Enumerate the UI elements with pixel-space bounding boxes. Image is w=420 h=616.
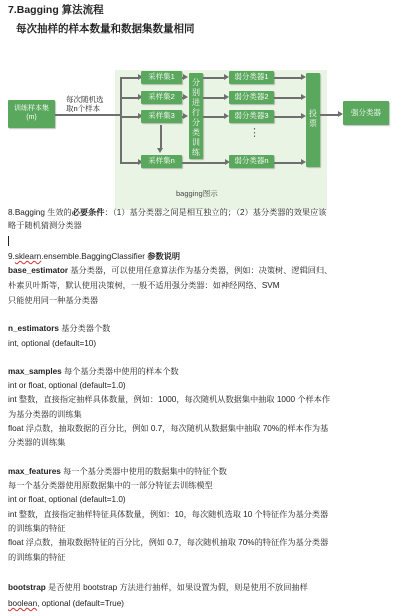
max-samples-float-1: float 浮点数，抽取数据的百分比，例如 0.7，每次随机从数据集中抽取 70%的样本作为基	[8, 424, 329, 433]
max-features-int-1: int 整数，直接指定抽样特征具体数量，例如：10，每次随机选取 10 个特征作为基分类器	[8, 510, 329, 519]
arrow	[274, 162, 302, 164]
param-desc: 基分类器，可以使用任意算法作为基分类器，例如：决策树、逻辑回归、	[68, 266, 333, 275]
section-8-line-2: 略于随机猜测分类器	[8, 221, 82, 230]
sampling-label-1: 每次随机选	[66, 95, 104, 104]
max-features-desc-2: 每一个基分类器使用原数据集中的一部分特征去训练模型	[8, 481, 213, 490]
param-desc: 每一个基分类器中使用的数据集中的特征个数	[60, 467, 227, 476]
section-9-title	[8, 251, 180, 262]
section-8-line-1	[8, 207, 326, 218]
train-separately-box: 分别进行分类训练	[189, 73, 203, 159]
base-estimator-desc-2: 朴素贝叶斯等，默认使用决策树，一般不适用强分类器：如神经网络、SVM	[8, 281, 280, 290]
arrow	[182, 116, 184, 118]
bootstrap-type	[8, 598, 124, 609]
s9-sklearn: sklearn	[14, 252, 42, 261]
weak-classifier-2: 弱分类器2	[229, 91, 274, 104]
section-7-title	[8, 4, 104, 17]
s8-text-c: ：（1）基分类器之间是相互独立的；（2）基分类器的效果应该	[104, 208, 327, 217]
s9-class: .ensemble.BaggingClassifier	[41, 252, 146, 261]
bootstrap-default: , optional (default=True)	[37, 599, 124, 608]
max-samples-int-1: int 整数，直接指定抽样具体数量，例如：1000，每次随机从数据集中抽取 1000 个样本作	[8, 395, 331, 404]
max-features-float-2: 的训练集的特征	[8, 553, 66, 562]
param-desc: 基分类器个数	[58, 324, 111, 333]
arrow	[120, 77, 139, 79]
arrow	[274, 77, 302, 79]
text-cursor	[8, 236, 9, 246]
title-prefix: 7.Bagging	[8, 4, 62, 16]
connector	[55, 114, 121, 116]
arrow	[203, 97, 225, 99]
diagram-caption: bagging图示	[176, 189, 218, 198]
sample-set-2: 采样集2	[141, 91, 182, 104]
arrow	[120, 97, 139, 99]
s8-text-bold: 必要条件	[71, 208, 105, 217]
sample-set-n: 采样集n	[141, 155, 182, 168]
max-samples-float-2: 分类器的训练集	[8, 438, 66, 447]
training-set-box: 训练样本集 (m)	[8, 100, 55, 128]
arrow	[120, 162, 139, 164]
param-desc: 每个基分类器中使用的样本个数	[61, 367, 179, 376]
arrow	[203, 77, 225, 79]
arrow	[120, 116, 139, 118]
param-name: max_features	[8, 467, 61, 476]
arrow	[182, 162, 226, 164]
weak-classifier-3: 弱分类器3	[229, 110, 274, 123]
max-features-type: int or float, optional (default=1.0)	[8, 495, 126, 504]
weak-classifier-n: 弱分类器n	[229, 155, 274, 168]
section-7-subtitle: 每次抽样的样本数量和数据集数量相同	[16, 23, 195, 35]
n-estimators-line	[8, 323, 110, 334]
s9-num: 9.	[8, 252, 15, 261]
arrow	[182, 77, 184, 79]
arrow	[274, 116, 302, 118]
sampling-label-2: 取n个样本	[66, 104, 101, 113]
weak-classifier-1: 弱分类器1	[229, 71, 274, 84]
strong-classifier-box: 强分类器	[343, 101, 389, 125]
arrow	[274, 97, 302, 99]
param-name: n_estimators	[8, 324, 59, 333]
ellipsis-dots: ⋮	[249, 127, 260, 139]
max-samples-type: int or float, optional (default=1.0)	[8, 381, 126, 390]
base-estimator-desc-3: 只能使用同一种基分类器	[8, 296, 99, 305]
param-desc: 是否使用 bootstrap 方法进行抽样，如果设置为假，则是使用不放回抽样	[45, 583, 308, 592]
bagging-diagram	[0, 40, 420, 200]
title-bold: 算法流程	[61, 4, 104, 16]
max-features-line	[8, 466, 227, 477]
max-features-int-2: 的训练集的特征	[8, 524, 66, 533]
arrow	[182, 97, 184, 99]
n-estimators-type: int, optional (default=10)	[8, 339, 97, 348]
connector	[120, 77, 122, 163]
base-estimator-line	[8, 265, 332, 276]
sample-set-3: 采样集3	[141, 110, 182, 123]
vote-box: 投票	[306, 73, 320, 167]
sample-set-1: 采样集1	[141, 71, 182, 84]
param-name: base_estimator	[8, 266, 69, 275]
arrow	[160, 125, 162, 149]
param-name: bootstrap	[8, 583, 46, 592]
s9-label: 参数说明	[145, 252, 181, 261]
arrow	[320, 114, 339, 116]
arrow	[203, 116, 225, 118]
max-features-float-1: float 浮点数，抽取数据特征的百分比，例如 0.7，每次随机抽取 70%的特征作为基分类器	[8, 538, 329, 547]
param-name: max_samples	[8, 367, 62, 376]
bootstrap-line	[8, 582, 308, 593]
max-samples-int-2: 为基分类器的训练集	[8, 410, 82, 419]
s8-text-a: 8.Bagging 生效的	[8, 208, 72, 217]
bootstrap-boolean: boolean	[8, 599, 38, 608]
max-samples-line	[8, 366, 179, 377]
